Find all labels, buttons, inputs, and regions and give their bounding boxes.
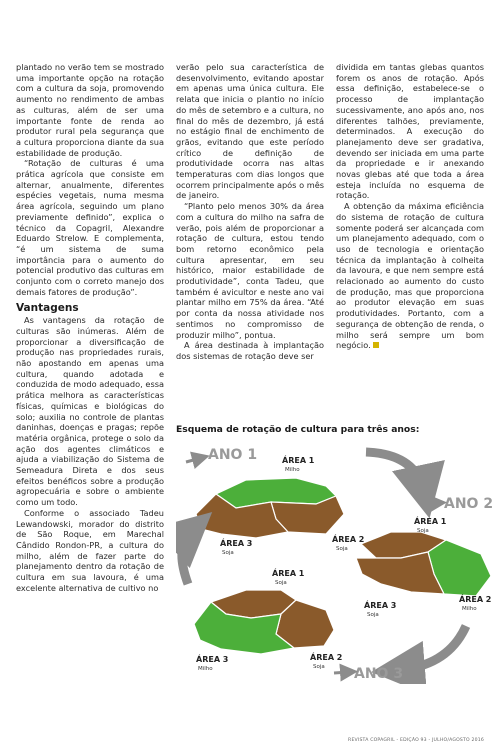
year3-area1-crop: Soja (275, 580, 287, 586)
year2-area2-label: ÁREA 2 (459, 595, 492, 604)
end-mark-icon (373, 342, 379, 348)
arrow-to-year3-icon (334, 672, 349, 673)
paragraph (336, 201, 484, 351)
year2-area1-label: ÁREA 1 (414, 517, 447, 526)
year1-area1-crop: Milho (285, 467, 300, 473)
year2-area1-crop: Soja (417, 528, 429, 534)
text-column-2 (176, 62, 324, 362)
text-column-3 (336, 62, 484, 351)
year1-area3-crop: Soja (222, 550, 234, 556)
year3-area3-label: ÁREA 3 (196, 655, 229, 664)
arrow-year2-to-year3-icon (398, 626, 466, 670)
paragraph: “Planto pelo menos 30% da área com a cultura do milho na safra de verão, pois além de proporcionar a rotação de cultura, estou tendo bom retorno econômico pela cultura apresentar, em seu histórico, maior estabilidade de produtividade”, conta Tadeu, que também é avicultor e neste ano vai plantar milho em 75% da área. “Até por conta da nossa atividade nos sentimos no compromisso de produzir milho”, pontua. (176, 201, 324, 340)
year3-area2-label: ÁREA 2 (310, 653, 343, 662)
paragraph: dividida em tantas glebas quantos forem os anos de rotação. Após essa definição, estabelece-se o processo de implantação sucessivamente, ano após ano, nos diferentes talhões, previamente, determinados. A execução do planejamento deve ser gradativa, devendo ser iniciada em uma parte da propriedade e ir anexando novas glebas até que toda a área esteja incluída no esquema de rotação. (336, 62, 484, 201)
year3-area2-crop: Soja (313, 664, 325, 670)
year1-area2-crop: Soja (336, 546, 348, 552)
year-3-field-group (194, 590, 334, 654)
page-footer: REVISTA COPAGRIL - EDIÇÃO 93 - JULHO/AGOSTO 2016 (348, 738, 484, 743)
year1-area2-label: ÁREA 2 (332, 535, 365, 544)
year2-area2-crop: Milho (462, 606, 477, 612)
arrow-to-year2-icon (424, 503, 438, 504)
year-1-label: ANO 1 (208, 447, 258, 463)
paragraph: A área destinada à implantação dos sistemas de rotação deve ser (176, 340, 324, 361)
year-3-label: ANO 3 (354, 666, 404, 682)
year-2-field-group (356, 532, 491, 596)
arrow-to-year1-icon (186, 458, 201, 462)
year1-area3-label: ÁREA 3 (220, 539, 253, 548)
paragraph: “Rotação de culturas é uma prática agrícola que consiste em alternar, anualmente, diferentes espécies vegetais, numa mesma área agrícola, seguindo um plano previamente definido”, explica o técnico da Copagril, Alexandre Eduardo Strelow. E complementa, “é um sistema de suma importância para o aumento do potencial produtivo das culturas em conjunto com o correto manejo dos demais fatores de produção”. (16, 158, 164, 297)
text-column-1 (16, 62, 164, 593)
year1-area1-label: ÁREA 1 (282, 456, 315, 465)
rotation-diagram (176, 434, 496, 684)
diagram-title: Esquema de rotação de cultura para três anos: (176, 424, 420, 435)
year-1-field-group (196, 478, 344, 538)
arrow-year3-to-year1-icon (182, 530, 192, 584)
paragraph-text: A obtenção da máxima eficiência do sistema de rotação de cultura somente poderá ser alcançada com um planejamento adequado, com o uso de tecnologia e orientação técnica da implantação à colheita da lavoura, e que nem sempre está relacionado ao aumento do custo de produção, mas que proporciona ao produtor elevação em suas produtividades. Portanto, com a segurança de obtenção de renda, o milho será sempre um bom negócio. (336, 201, 484, 351)
year-2-label: ANO 2 (444, 496, 494, 512)
paragraph: plantado no verão tem se mostrado uma importante opção na rotação com a cultura da soja, promovendo aumento no rendimento de ambas as culturas, além de ser uma importante fonte de renda ao produtor rural pela segurança que a cultura proporciona diante da sua estabilidade de produção. (16, 62, 164, 158)
paragraph: As vantagens da rotação de culturas são inúmeras. Além de proporcionar a diversificação de produção nas propriedades rurais, não apostando em apenas uma cultura, quando adotada e conduzida de modo adequado, essa prática melhora as características físicas, químicas e biológicas do solo; auxilia no controle de plantas daninhas, doenças e pragas; repõe matéria orgânica, protege o solo da ação dos agentes climáticos e ajuda a viabilização do Sistema de Semeadura Direta e dos seus efeitos benéficos sobre a produção agropecuária e sobre o ambiente como um todo. (16, 315, 164, 508)
year2-area3-crop: Soja (367, 612, 379, 618)
section-heading: Vantagens (16, 302, 79, 315)
year3-area3-crop: Milho (198, 666, 213, 672)
year2-area3-label: ÁREA 3 (364, 601, 397, 610)
year3-area1-label: ÁREA 1 (272, 569, 305, 578)
arrow-year1-to-year2-icon (366, 452, 424, 492)
paragraph: verão pelo sua característica de desenvolvimento, evitando apostar em apenas uma única cultura. Ele relata que inicia o plantio no início do mês de setembro e a cultura, no final do mês de dezembro, já está no estágio final de enchimento de grãos, evitando que este período crítico de definição de produtividade ocorra nas altas temperaturas com dias longos que ocorrem principalmente após o mês de janeiro. (176, 62, 324, 201)
paragraph: Conforme o associado Tadeu Lewandowski, morador do distrito de São Roque, em Marechal Cândido Rondon-PR, a cultura do milho, além de fazer parte do planejamento dentro da rotação de cultura em sua lavoura, é uma excelente alternativa de cultivo no (16, 507, 164, 593)
